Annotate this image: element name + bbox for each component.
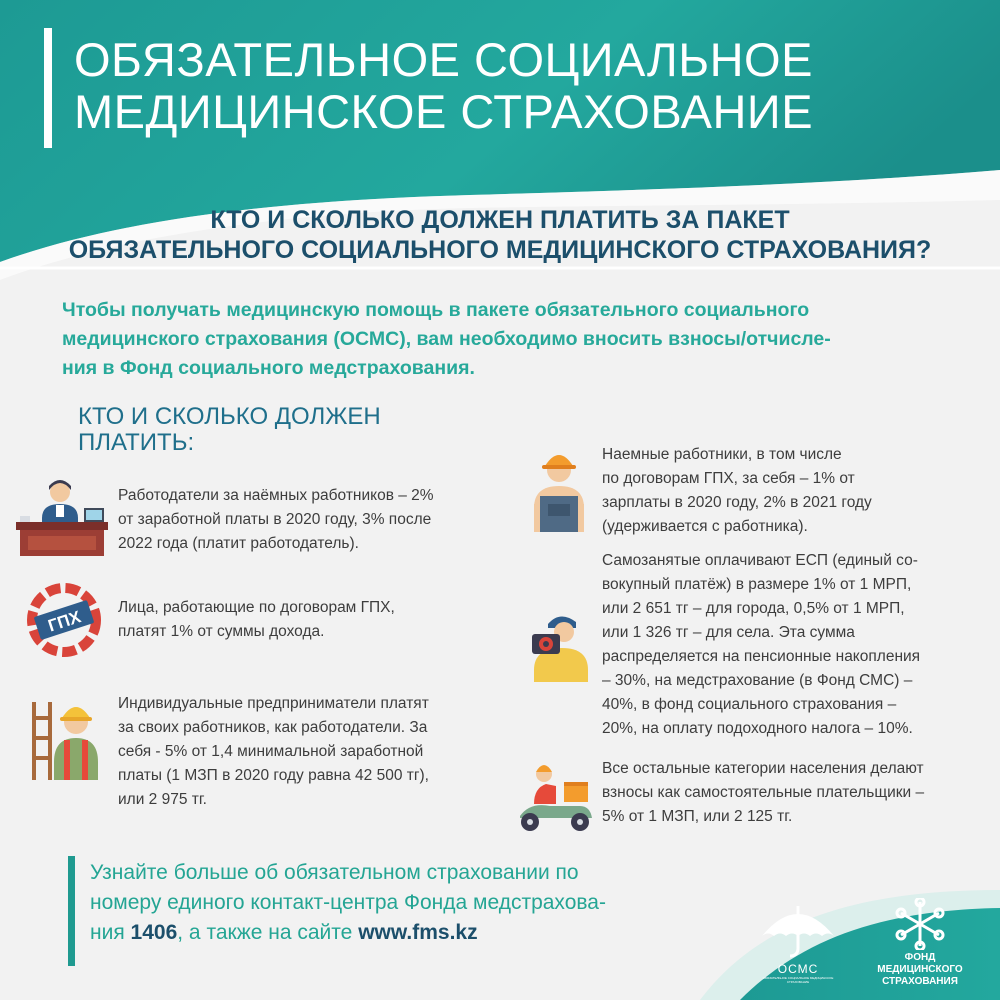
footer-line-2: номеру единого контакт-центра Фонда медстрахова- bbox=[90, 891, 606, 914]
list-item: или 2 651 тг – для города, 0,5% от 1 МРП, bbox=[602, 600, 905, 617]
osms-logo-subtext: ОБЯЗАТЕЛЬНОЕ СОЦИАЛЬНОЕ МЕДИЦИНСКОЕ СТРАХОВАНИЕ bbox=[762, 976, 834, 984]
list-item: – 30%, на медстрахование (в Фонд СМС) – bbox=[602, 672, 913, 689]
footer-line-1: Узнайте больше об обязательном страховании по bbox=[90, 861, 579, 884]
employer-text bbox=[118, 484, 498, 556]
gph-contract-icon bbox=[26, 582, 102, 658]
footer-line-3-mid: , а также на сайте bbox=[177, 921, 359, 944]
who-heading-line-2: ПЛАТИТЬ: bbox=[78, 429, 195, 456]
fund-snowflake-logo bbox=[872, 898, 968, 994]
list-item: или 1 326 тг – для села. Эта сумма bbox=[602, 624, 855, 641]
gph-text bbox=[118, 596, 498, 644]
fund-logo-line-2: МЕДИЦИНСКОГО bbox=[877, 964, 963, 975]
fund-logo-line-1: ФОНД bbox=[904, 952, 936, 963]
who-heading-line-1: КТО И СКОЛЬКО ДОЛЖЕН bbox=[78, 403, 381, 430]
self-employed-text bbox=[602, 549, 992, 741]
list-item: по договорам ГПХ, за себя – 1% от bbox=[602, 470, 855, 487]
intro-line-2: медицинского страхования (ОСМС), вам необходимо вносить взносы/отчисле- bbox=[62, 328, 831, 350]
page-title bbox=[74, 34, 974, 138]
intro-text bbox=[62, 296, 952, 383]
intro-line-1: Чтобы получать медицинскую помощь в пакете обязательного социального bbox=[62, 299, 810, 321]
employee-text bbox=[602, 443, 992, 539]
list-item: 5% от 1 МЗП, или 2 125 тг. bbox=[602, 808, 793, 825]
list-item: Лица, работающие по договорам ГПХ, bbox=[118, 599, 395, 616]
list-item: или 2 975 тг. bbox=[118, 791, 207, 808]
list-item: Все остальные категории населения делают bbox=[602, 760, 924, 777]
list-item: Индивидуальные предприниматели платят bbox=[118, 695, 429, 712]
list-item: распределяется на пенсионные накопления bbox=[602, 648, 921, 665]
list-item: себя - 5% от 1,4 минимальной заработной bbox=[118, 743, 424, 760]
entrepreneur-text bbox=[118, 692, 498, 812]
delivery-scooter-icon bbox=[514, 760, 596, 834]
gph-icon-label: ГПХ bbox=[45, 607, 84, 636]
title-line-1: ОБЯЗАТЕЛЬНОЕ СОЦИАЛЬНОЕ bbox=[74, 33, 813, 86]
title-line-2: МЕДИЦИНСКОЕ СТРАХОВАНИЕ bbox=[74, 85, 814, 138]
website-link[interactable]: www.fms.kz bbox=[358, 921, 478, 944]
list-item: вокупный платёж) в размере 1% от 1 МРП, bbox=[602, 576, 912, 593]
list-item: 2022 года (платит работодатель). bbox=[118, 535, 359, 552]
builder-helmet-icon bbox=[526, 448, 592, 532]
footer-line-3-pre: ния bbox=[90, 921, 131, 944]
list-item: зарплаты в 2020 году, 2% в 2021 году bbox=[602, 494, 872, 511]
footer-contact-text bbox=[90, 858, 680, 948]
entrepreneur-worker-icon bbox=[30, 692, 104, 780]
list-item: 40%, в фонд социального страхования – bbox=[602, 696, 897, 713]
question-line-2: ОБЯЗАТЕЛЬНОГО СОЦИАЛЬНОГО МЕДИЦИНСКОГО СТРАХОВАНИЯ? bbox=[68, 236, 932, 264]
intro-line-3: ния в Фонд социального медстрахования. bbox=[62, 357, 475, 379]
list-item: Наемные работники, в том числе bbox=[602, 446, 842, 463]
list-item: взносы как самостоятельные плательщики – bbox=[602, 784, 925, 801]
employer-desk-icon bbox=[16, 478, 108, 556]
list-item: платы (1 МЗП в 2020 году равна 42 500 тг), bbox=[118, 767, 429, 784]
list-item: за своих работников, как работодатели. За bbox=[118, 719, 428, 736]
osms-umbrella-logo bbox=[758, 896, 838, 986]
footer-accent-bar bbox=[68, 856, 75, 966]
list-item: от заработной платы в 2020 году, 3% после bbox=[118, 511, 432, 528]
who-pays-heading bbox=[78, 404, 438, 456]
title-accent-bar bbox=[44, 28, 52, 148]
others-text bbox=[602, 757, 992, 829]
fund-logo-line-3: СТРАХОВАНИЯ bbox=[882, 976, 958, 987]
footer-line-3 bbox=[90, 918, 680, 948]
list-item: платят 1% от суммы дохода. bbox=[118, 623, 325, 640]
photographer-camera-icon bbox=[528, 610, 592, 682]
question-line-1: КТО И СКОЛЬКО ДОЛЖЕН ПЛАТИТЬ ЗА ПАКЕТ bbox=[210, 206, 790, 234]
list-item: 20%, на оплату подоходного налога – 10%. bbox=[602, 720, 913, 737]
list-item: Самозанятые оплачивают ЕСП (единый со- bbox=[602, 552, 918, 569]
contact-phone[interactable]: 1406 bbox=[130, 921, 178, 944]
list-item: Работодатели за наёмных работников – 2% bbox=[118, 487, 434, 504]
osms-logo-text: ОСМС bbox=[777, 962, 819, 976]
question-heading bbox=[20, 205, 980, 265]
list-item: (удерживается с работника). bbox=[602, 518, 808, 535]
